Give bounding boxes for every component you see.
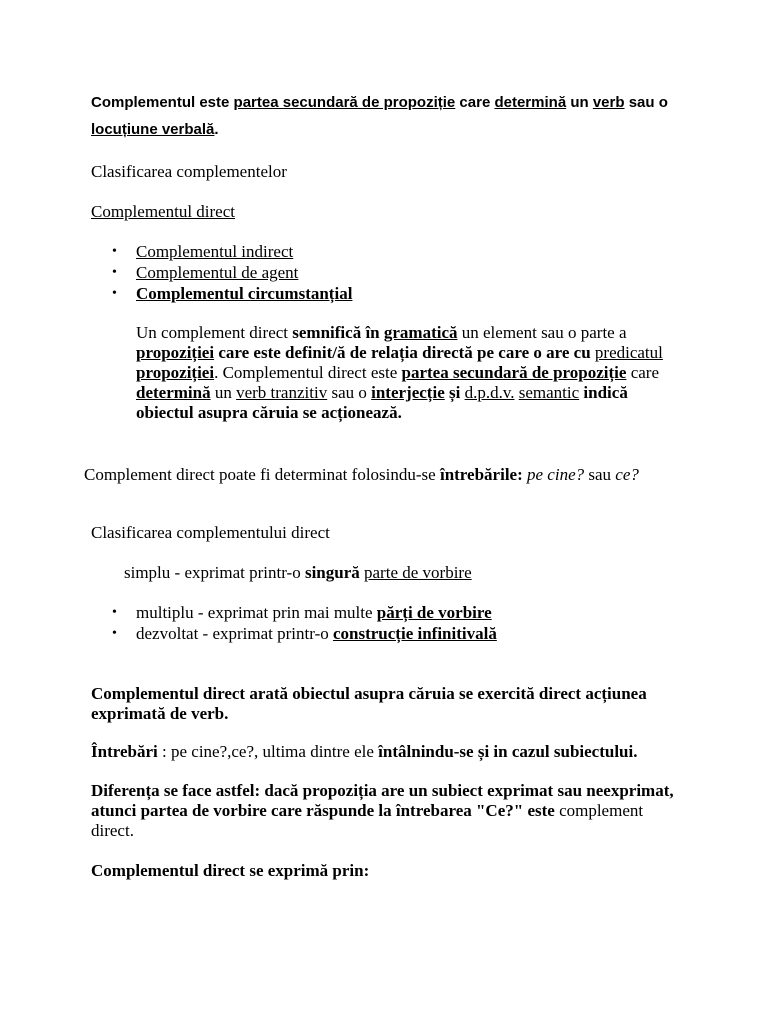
link-determina-2[interactable]: determină xyxy=(136,383,211,402)
difference-text: complement direct. xyxy=(91,801,644,840)
list-item xyxy=(90,241,490,262)
definition-text: care xyxy=(626,363,659,382)
definition-text: . Complementul direct este xyxy=(214,363,402,382)
complex-text: dezvoltat - exprimat printr-o xyxy=(136,624,333,643)
heading-classification: Clasificarea complementelor xyxy=(91,162,287,181)
intro-paragraph xyxy=(91,89,691,143)
action-paragraph xyxy=(91,684,711,724)
questions-text: : pe cine?,ce?, ultima dintre ele xyxy=(157,742,379,761)
link-constructie-infinitivala[interactable]: construcție infinitivală xyxy=(332,624,497,643)
definition-text: un element sau o parte a xyxy=(457,323,627,342)
link-complement-circumstantial[interactable]: Complementul circumstanțial xyxy=(136,284,353,303)
definition-text: Un complement direct xyxy=(136,323,293,342)
question-line xyxy=(84,465,684,485)
intro-text: sau o xyxy=(624,94,668,111)
questions-bold: întâlnindu-se și in cazul subiectului. xyxy=(378,742,638,761)
definition-bold: care este definit/ă de relația directă pe care o are cu xyxy=(214,343,591,362)
question-text: sau xyxy=(584,465,616,484)
link-locutiune-verbala[interactable]: locuțiune verbală xyxy=(91,121,215,138)
expressed-by-text: Complementul direct se exprimă prin: xyxy=(91,861,370,880)
link-verb[interactable]: verb xyxy=(592,94,625,111)
question-italic: ce? xyxy=(615,465,639,484)
definition-paragraph xyxy=(136,323,668,423)
question-text: Complement direct poate fi determinat folosindu-se xyxy=(84,465,440,484)
list-item xyxy=(90,283,490,304)
difference-bold: Diferența se face astfel: dacă propoziția are un subiect exprimat sau neexprimat, atunci partea de vorbire care răspunde la întrebarea "Ce?" este xyxy=(91,781,674,820)
definition-bold: și xyxy=(444,383,465,402)
link-parti-de-vorbire[interactable]: părți de vorbire xyxy=(376,603,492,622)
link-complement-indirect[interactable]: Complementul indirect xyxy=(136,242,294,261)
intro-text: . xyxy=(214,121,219,138)
list-item xyxy=(90,262,490,283)
simple-line xyxy=(124,563,472,583)
intro-text: un xyxy=(566,94,593,111)
heading-classification-direct: Clasificarea complementului direct xyxy=(91,523,330,542)
link-determina[interactable]: determină xyxy=(494,94,567,111)
link-complement-agent[interactable]: Complementul de agent xyxy=(136,263,299,282)
link-propozitiei-2[interactable]: propoziției xyxy=(136,363,215,382)
link-dpdv[interactable]: d.p.d.v. xyxy=(464,383,515,402)
definition-bold: semnifică în xyxy=(292,323,384,342)
link-parte-de-vorbire[interactable]: parte de vorbire xyxy=(364,563,472,582)
link-partea-secundara-2[interactable]: partea secundară de propoziție xyxy=(401,363,627,382)
link-interjectie[interactable]: interjecție xyxy=(371,383,445,402)
complex-list xyxy=(90,602,590,644)
action-text: Complementul direct arată obiectul asupra căruia se exercită direct acțiunea exprimată de verb. xyxy=(91,684,647,723)
link-propozitiei[interactable]: propoziției xyxy=(136,343,215,362)
link-predicatul[interactable]: predicatul xyxy=(594,343,663,362)
link-semantic[interactable]: semantic xyxy=(518,383,580,402)
intro-text: Complementul este xyxy=(91,94,234,111)
definition-text: sau o xyxy=(327,383,372,402)
definition-text: un xyxy=(210,383,237,402)
link-partea-secundara[interactable]: partea secundară de propoziție xyxy=(233,94,456,111)
questions-bold: Întrebări xyxy=(91,742,158,761)
list-item xyxy=(90,623,590,644)
difference-paragraph xyxy=(91,781,681,841)
link-gramatica[interactable]: gramatică xyxy=(383,323,458,342)
questions-paragraph xyxy=(91,742,731,762)
simple-bold: singură xyxy=(304,563,360,582)
types-list xyxy=(90,241,490,304)
list-item xyxy=(90,602,590,623)
link-verb-tranzitiv[interactable]: verb tranzitiv xyxy=(236,383,328,402)
complex-text: multiplu - exprimat prin mai multe xyxy=(136,603,377,622)
definition-bold: indică obiectul asupra căruia se acționează. xyxy=(136,383,628,422)
link-complementul-direct[interactable]: Complementul direct xyxy=(91,202,235,221)
expressed-by-heading xyxy=(91,861,369,881)
intro-text: care xyxy=(455,94,495,111)
simple-text: simplu - exprimat printr-o xyxy=(124,563,305,582)
question-italic: pe cine? xyxy=(527,465,585,484)
heading-direct xyxy=(91,202,235,222)
question-bold: întrebările: xyxy=(439,465,523,484)
